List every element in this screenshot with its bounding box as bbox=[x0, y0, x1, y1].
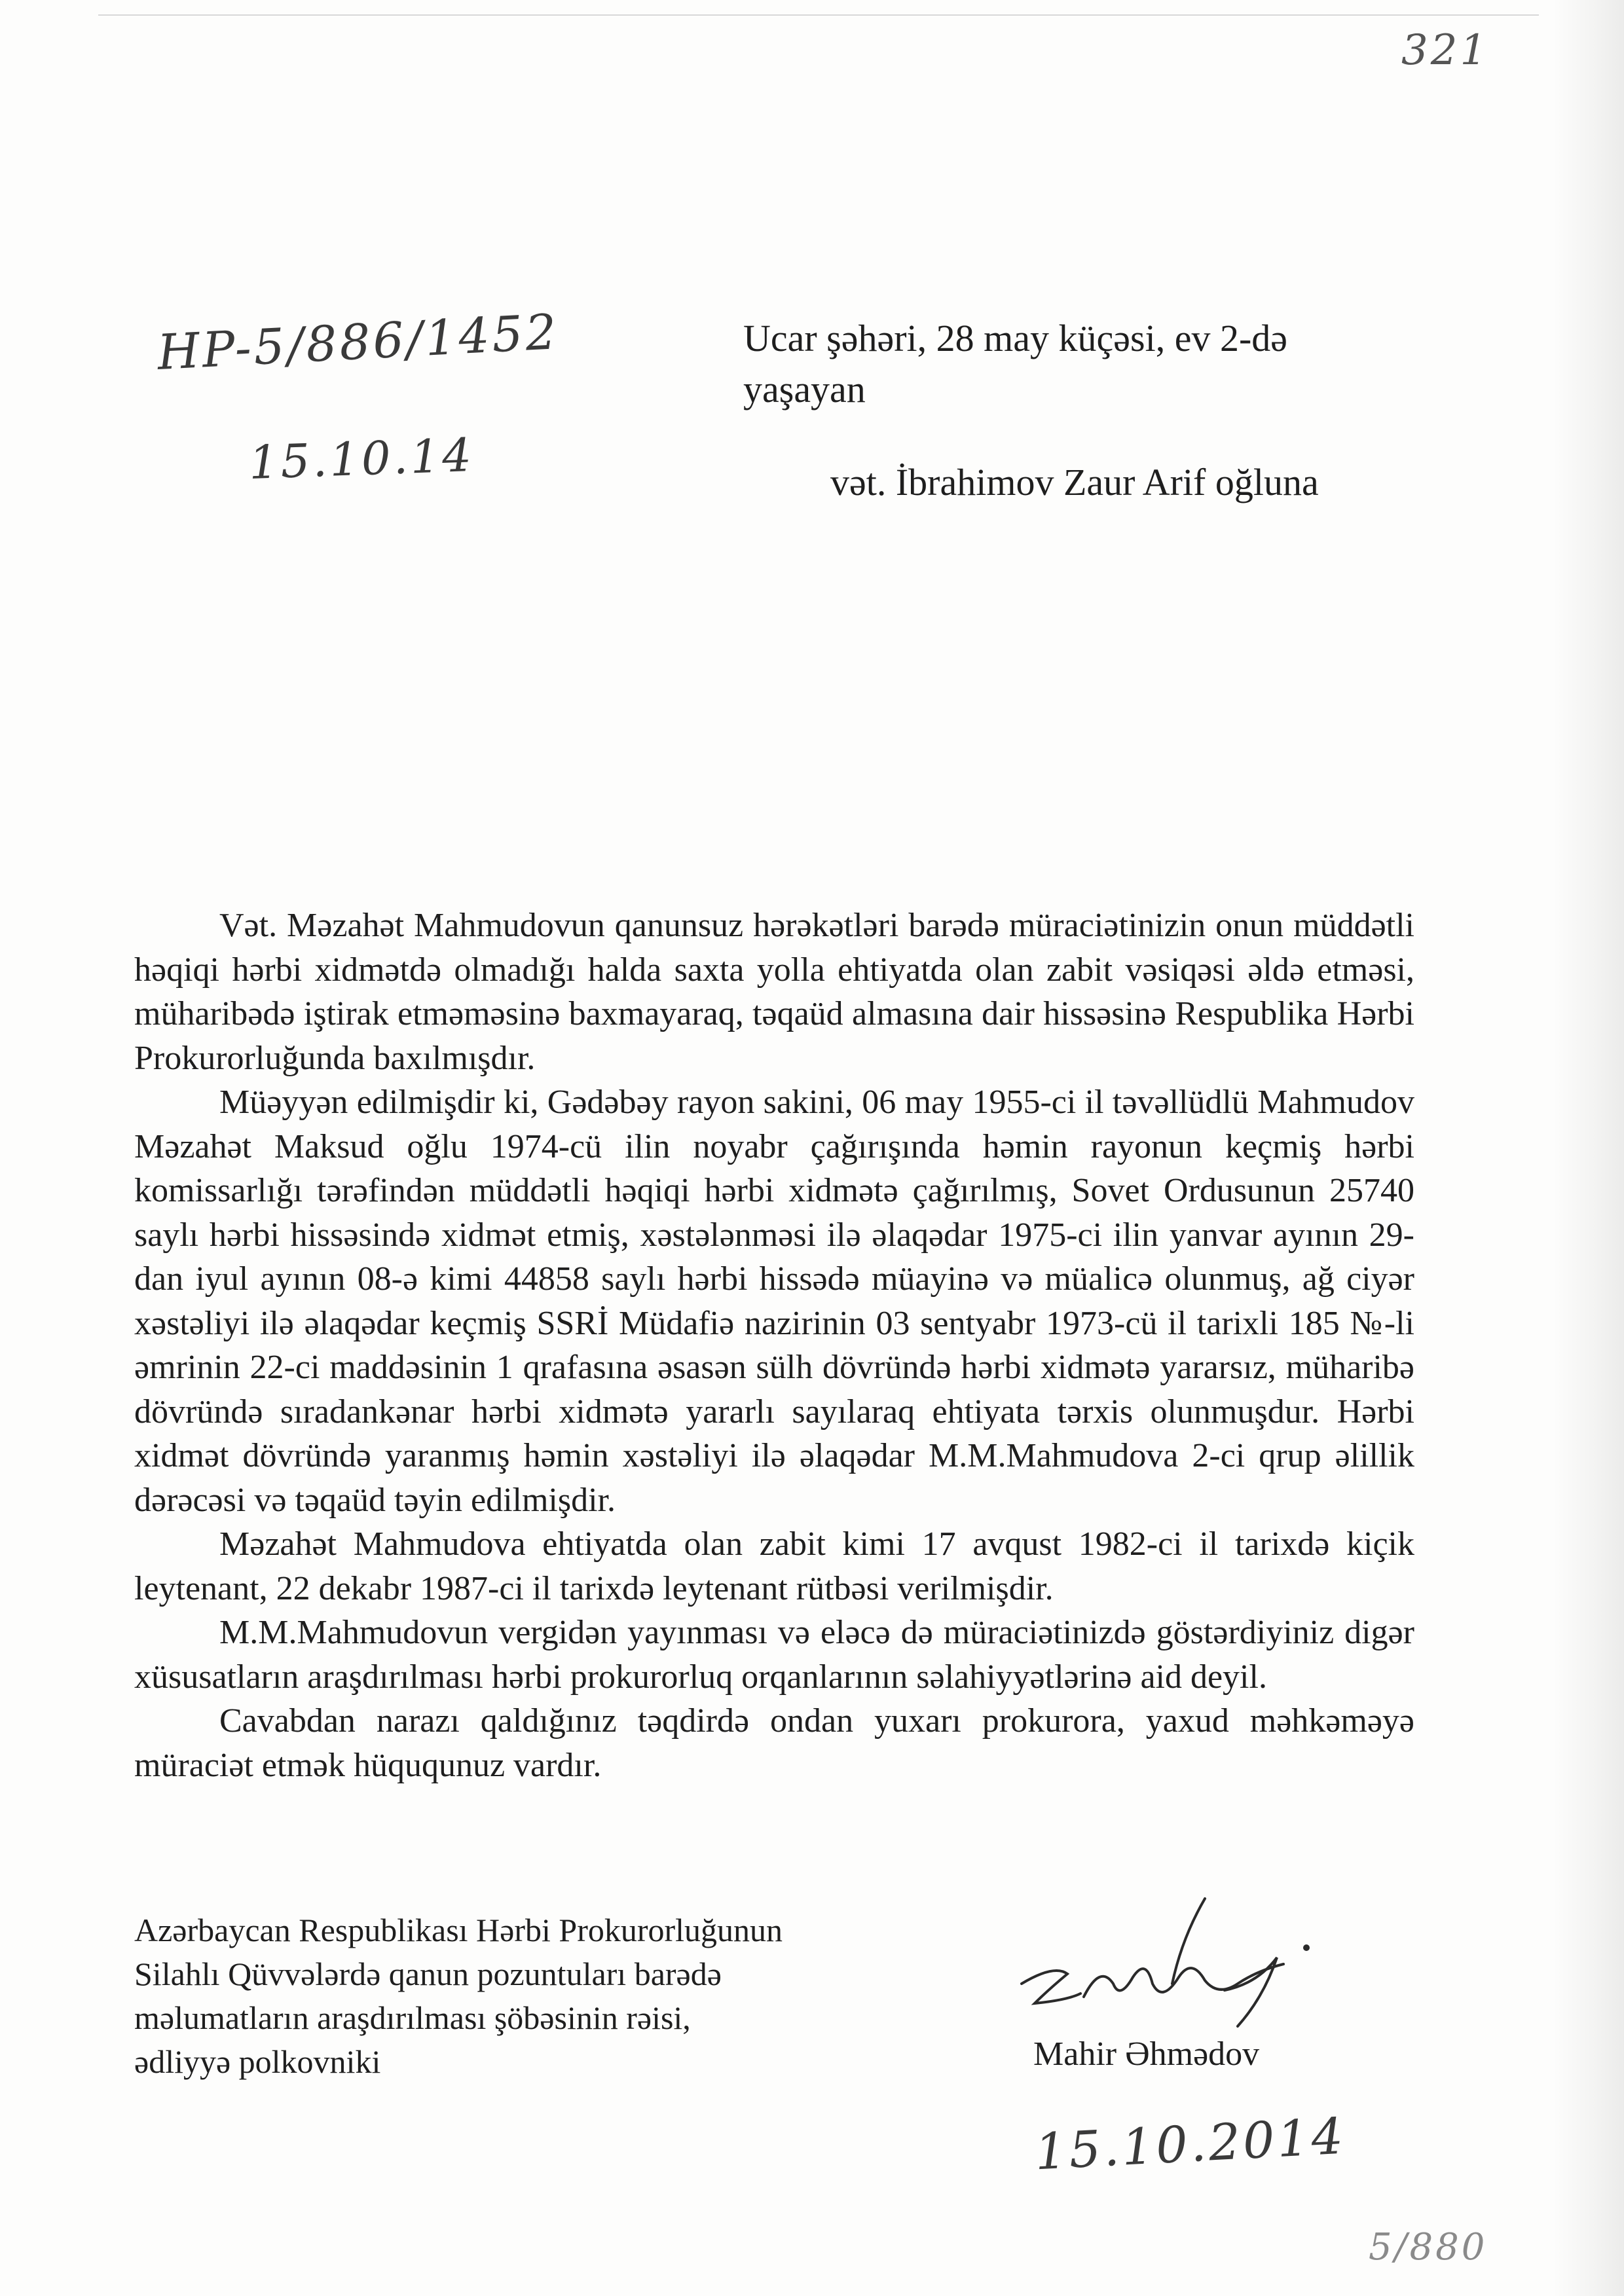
body-paragraph: Vət. Məzahət Mahmudovun qanunsuz hərəkətləri barədə müraciətinizin onun müddətli həqiqi hərbi xidmətdə olmadığı halda saxta yolla ehtiyatda olan zabit vəsiqəsi əldə etməsi, müharibədə iştirak etməməsinə baxmayaraq, təqaüd almasına dair hissəsinə Respublika Hərbi Prokurorluğunda baxılmışdır. bbox=[134, 907, 1414, 1077]
body-paragraph: M.M.Mahmudovun vergidən yayınması və eləcə də müraciətinizdə göstərdiyiniz digər xüsusatların araşdırılması hərbi prokurorluq orqanlarının səlahiyyətlərinə aid deyil. bbox=[134, 1614, 1414, 1696]
body-paragraph: Cavabdan narazı qaldığınız təqdirdə ondan yuxarı prokurora, yaxud məhkəməyə müraciət etmək hüququnuz vardır. bbox=[134, 1702, 1414, 1784]
signatory-title-line: Silahlı Qüvvələrdə qanun pozuntuları barədə bbox=[134, 1956, 722, 1992]
body-paragraph: Məzahət Mahmudova ehtiyatda olan zabit kimi 17 avqust 1982-ci il tarixdə kiçik leytenant, 22 dekabr 1987-ci il tarixdə leytenant rütbəsi verilmişdir. bbox=[134, 1525, 1414, 1607]
addressee-name-line: vət. İbrahimov Zaur Arif oğluna bbox=[830, 461, 1319, 503]
scan-edge-shadow bbox=[1552, 0, 1624, 2296]
addressee-residence-line: yaşayan bbox=[743, 368, 866, 410]
letter-body bbox=[134, 903, 1414, 1787]
handwritten-registration-number: HP-5/886/1452 bbox=[156, 303, 561, 382]
handwritten-registration-date: 15.10.14 bbox=[248, 428, 475, 490]
handwritten-signature-date: 15.10.2014 bbox=[1033, 2106, 1348, 2181]
handwritten-corner-mark: 5/880 bbox=[1369, 2226, 1488, 2269]
scan-edge-line bbox=[98, 14, 1539, 16]
signatory-title-block bbox=[134, 1908, 986, 2084]
handwritten-signature bbox=[1008, 1886, 1323, 2043]
signatory-title-line: məlumatların araşdırılması şöbəsinin rəisi, bbox=[134, 1999, 691, 2036]
signatory-title-line: Azərbaycan Respublikası Hərbi Prokurorluğunun bbox=[134, 1912, 783, 1948]
body-paragraph: Müəyyən edilmişdir ki, Gədəbəy rayon sakini, 06 may 1955-ci il təvəllüdlü Mahmudov Məzahət Maksud oğlu 1974-cü ilin noyabr çağırışında həmin rayonun keçmiş hərbi komissarlığı tərəfindən müddətli həqiqi hərbi xidmətə çağırılmış, Sovet Ordusunun 25740 saylı hərbi hissəsində xidmət etmiş, xəstələnməsi ilə əlaqədar 1975-ci ilin yanvar ayının 29-dan iyul ayının 08-ə kimi 44858 saylı hərbi hissədə müayinə və müalicə olunmuş, ağ ciyər xəstəliyi ilə əlaqədar keçmiş SSRİ Müdafiə nazirinin 03 sentyabr 1973-cü il tarixli 185 №-li əmrinin 22-ci maddəsinin 1 qrafasına əsasən sülh dövründə hərbi xidmətə yararsız, müharibə dövründə sıradankənar hərbi xidmətə yararlı sayılaraq ehtiyata tərxis olunmuşdur. Hərbi xidmət dövründə yaranmış həmin xəstəliyi ilə əlaqədar M.M.Mahmudova 2-ci qrup əlillik dərəcəsi və təqaüd təyin edilmişdir. bbox=[134, 1084, 1414, 1519]
signatory-title-line: ədliyyə polkovniki bbox=[134, 2043, 381, 2080]
signer-name: Mahir Əhmədov bbox=[1033, 2035, 1260, 2073]
handwritten-page-number: 321 bbox=[1401, 26, 1490, 75]
addressee-address-line: Ucar şəhəri, 28 may küçəsi, ev 2-də bbox=[743, 317, 1288, 359]
